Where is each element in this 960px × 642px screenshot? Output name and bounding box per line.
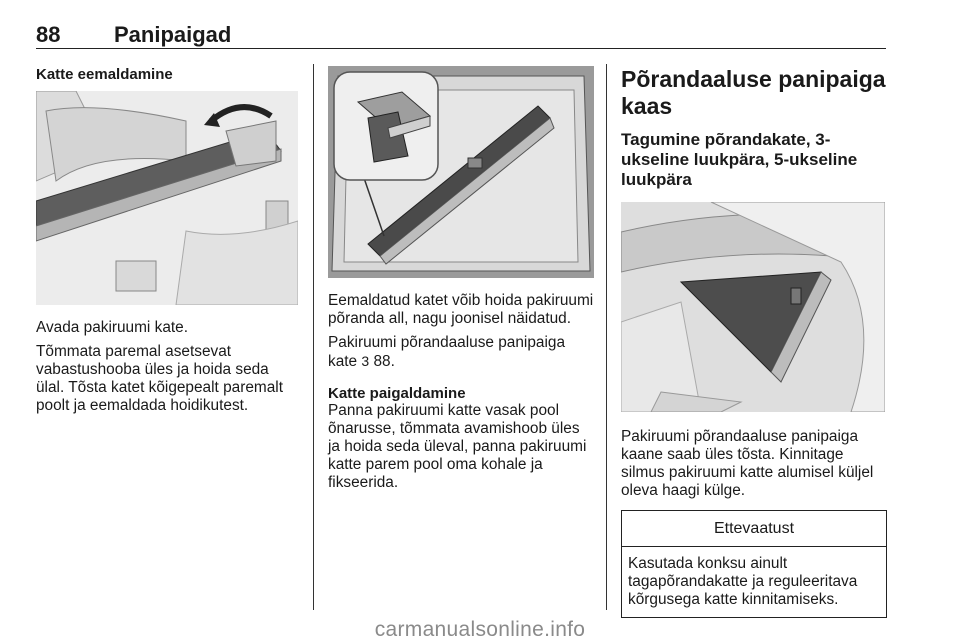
column-divider xyxy=(313,64,314,610)
page-section-title: Panipaigad xyxy=(114,22,232,47)
section-heading: Põrandaaluse panipaiga kaas xyxy=(621,66,886,119)
paragraph: Panna pakiruumi katte vasak pool õnarusse, tõmmata avamishoob üles ja hoida seda üleval, panna pakiruumi katte parem pool oma kohale ja fikseerida. xyxy=(328,402,587,491)
column-right xyxy=(621,66,887,618)
stored-cover-illustration xyxy=(328,66,594,278)
column-left xyxy=(36,66,298,421)
caution-title: Ettevaatust xyxy=(622,511,886,547)
stored-cover-drawing xyxy=(328,66,594,278)
underfloor-storage-drawing xyxy=(621,202,885,412)
section-subheading: Tagumine põrandakate, 3-ukseline luukpära, 5-ukseline luukpära xyxy=(621,130,858,189)
cover-removal-drawing xyxy=(36,91,298,305)
caution-box xyxy=(621,510,887,618)
paragraph: Eemaldatud katet võib hoida pakiruumi põranda all, nagu joonisel näidatud. xyxy=(328,292,594,327)
cross-reference xyxy=(328,334,594,371)
caution-text: Kasutada konksu ainult tagapõrandakatte ja reguleeritava kõrgusega katte kinnitamiseks. xyxy=(628,555,858,608)
page-header xyxy=(36,22,886,49)
column-middle xyxy=(328,66,594,498)
reference-arrow-icon: 3 xyxy=(361,353,370,369)
cover-removal-illustration xyxy=(36,91,298,305)
reference-page: 88. xyxy=(373,353,395,370)
reference-text: Pakiruumi põrandaaluse panipaiga kate xyxy=(328,334,566,370)
page-number: 88 xyxy=(36,22,61,47)
paragraph: Tõmmata paremal asetsevat vabastushooba üles ja hoida seda ülal. Tõsta katet kõigepealt paremalt poolt ja eemaldada hoidikutest. xyxy=(36,343,283,414)
paragraph: Pakiruumi põrandaaluse panipaiga kaane saab üles tõsta. Kinnitage silmus pakiruumi katte alumisel küljel oleva haagi külge. xyxy=(621,428,874,499)
paragraph: Avada pakiruumi kate. xyxy=(36,319,188,336)
watermark-text: carmanualsonline.info xyxy=(374,618,586,641)
section-heading: Katte eemaldamine xyxy=(36,66,173,83)
section-heading: Katte paigaldamine xyxy=(328,385,466,402)
column-divider xyxy=(606,64,607,610)
underfloor-storage-illustration xyxy=(621,202,885,412)
